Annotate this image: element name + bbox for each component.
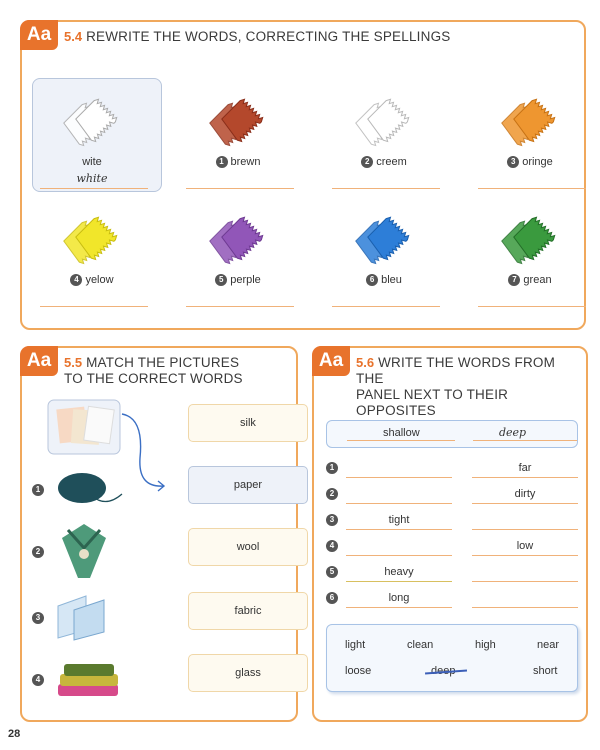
color-swatch-icon <box>182 94 294 148</box>
word-text: creem <box>376 156 407 168</box>
misspelled-word <box>182 274 294 286</box>
word-text: yelow <box>85 274 114 286</box>
number-marker: 3 <box>32 612 44 624</box>
exercise-5-5 <box>20 346 298 722</box>
example-left-word: shallow <box>383 427 420 439</box>
color-swatch-icon <box>36 94 148 148</box>
number-marker: 7 <box>508 274 520 286</box>
number-marker: 6 <box>366 274 378 286</box>
color-item-1 <box>182 94 294 204</box>
answer-line[interactable] <box>332 188 440 189</box>
color-swatch-icon <box>328 94 440 148</box>
answer-line-right[interactable] <box>472 555 578 556</box>
color-item-6 <box>328 212 440 322</box>
answer-line <box>473 440 577 441</box>
match-arrow <box>120 408 168 498</box>
color-item-5 <box>182 212 294 322</box>
misspelled-word <box>328 274 440 286</box>
answer-line-left[interactable] <box>346 529 452 530</box>
misspelled-word <box>36 156 148 168</box>
color-swatch-icon <box>474 94 586 148</box>
color-swatch-icon <box>36 212 148 266</box>
number-marker: 3 <box>507 156 519 168</box>
answer-line <box>347 440 455 441</box>
example-row <box>326 420 578 448</box>
answer-line-right[interactable] <box>472 477 578 478</box>
color-item-3 <box>474 94 586 204</box>
right-word: far <box>518 462 532 474</box>
left-word: heavy <box>384 566 414 578</box>
answer-line-right[interactable] <box>472 529 578 530</box>
answer-line-right[interactable] <box>472 607 578 608</box>
right-word: dirty <box>514 488 536 500</box>
word-text: wite <box>82 156 102 168</box>
word-text: brewn <box>230 156 261 168</box>
number-marker: 5 <box>215 274 227 286</box>
word-box-wool[interactable]: wool <box>188 528 308 566</box>
answer-line-right[interactable] <box>472 581 578 582</box>
answer-line-left[interactable] <box>346 477 452 478</box>
aa-badge: Aa <box>20 346 58 376</box>
number-marker: 3 <box>326 514 338 526</box>
number-marker: 4 <box>326 540 338 552</box>
misspelled-word <box>474 274 586 286</box>
misspelled-word <box>36 274 148 286</box>
color-item-2 <box>328 94 440 204</box>
panel-word-high: high <box>475 639 496 651</box>
panel-word-near: near <box>537 639 560 651</box>
left-word: long <box>388 592 410 604</box>
word-box-silk[interactable]: silk <box>188 404 308 442</box>
answer-line[interactable] <box>186 188 294 189</box>
exercise-title: 5.4 REWRITE THE WORDS, CORRECTING THE SPELLINGS <box>64 29 451 44</box>
word-text: grean <box>523 274 552 286</box>
right-word: low <box>516 540 534 552</box>
misspelled-word <box>328 156 440 168</box>
picture-glass-panes <box>52 592 114 642</box>
word-box-paper[interactable]: paper <box>188 466 308 504</box>
answer-line[interactable] <box>332 306 440 307</box>
answer-line-left[interactable] <box>346 581 452 582</box>
number-marker: 1 <box>32 484 44 496</box>
number-marker: 6 <box>326 592 338 604</box>
answer-line-left[interactable] <box>346 503 452 504</box>
number-marker: 2 <box>361 156 373 168</box>
answer-line-left[interactable] <box>346 607 452 608</box>
exercise-title: 5.5 MATCH THE PICTURES TO THE CORRECT WORDS <box>64 355 243 386</box>
panel-word-light: light <box>345 639 366 651</box>
aa-badge: Aa <box>20 20 58 50</box>
word-text: oringe <box>522 156 553 168</box>
exercise-5-6 <box>312 346 588 722</box>
page-number: 28 <box>8 728 21 740</box>
left-word: tight <box>388 514 410 526</box>
number-marker: 2 <box>32 546 44 558</box>
word-panel <box>326 624 578 692</box>
misspelled-word <box>182 156 294 168</box>
word-text: bleu <box>381 274 402 286</box>
picture-wool-ball <box>56 468 124 508</box>
color-swatch-icon <box>182 212 294 266</box>
number-marker: 1 <box>216 156 228 168</box>
answer-line[interactable] <box>40 188 148 189</box>
answer-line[interactable] <box>478 306 586 307</box>
number-marker: 4 <box>32 674 44 686</box>
answer-line-right[interactable] <box>472 503 578 504</box>
color-swatch-icon <box>328 212 440 266</box>
word-box-glass[interactable]: glass <box>188 654 308 692</box>
color-item-0 <box>36 94 148 204</box>
number-marker: 2 <box>326 488 338 500</box>
misspelled-word <box>474 156 586 168</box>
color-item-4 <box>36 212 148 322</box>
answer-line[interactable] <box>40 306 148 307</box>
panel-word-loose: loose <box>345 665 372 677</box>
picture-paper-sheets <box>46 398 122 458</box>
example-right-word: deep <box>499 426 527 439</box>
exercise-5-4 <box>20 20 586 330</box>
panel-word-clean: clean <box>407 639 434 651</box>
color-item-7 <box>474 212 586 322</box>
word-box-fabric[interactable]: fabric <box>188 592 308 630</box>
answer-line[interactable] <box>478 188 586 189</box>
panel-word-short: short <box>533 665 558 677</box>
picture-silk-scarf <box>56 520 112 584</box>
answer-line[interactable] <box>186 306 294 307</box>
exercise-title: 5.6 WRITE THE WORDS FROM THE PANEL NEXT TO THEIR OPPOSITES <box>356 355 556 418</box>
number-marker: 4 <box>70 274 82 286</box>
answer-line-left[interactable] <box>346 555 452 556</box>
word-text: perple <box>230 274 261 286</box>
number-marker: 1 <box>326 462 338 474</box>
picture-fabric-stack <box>54 660 124 700</box>
number-marker: 5 <box>326 566 338 578</box>
aa-badge: Aa <box>312 346 350 376</box>
color-swatch-icon <box>474 212 586 266</box>
written-answer: white <box>76 172 108 185</box>
